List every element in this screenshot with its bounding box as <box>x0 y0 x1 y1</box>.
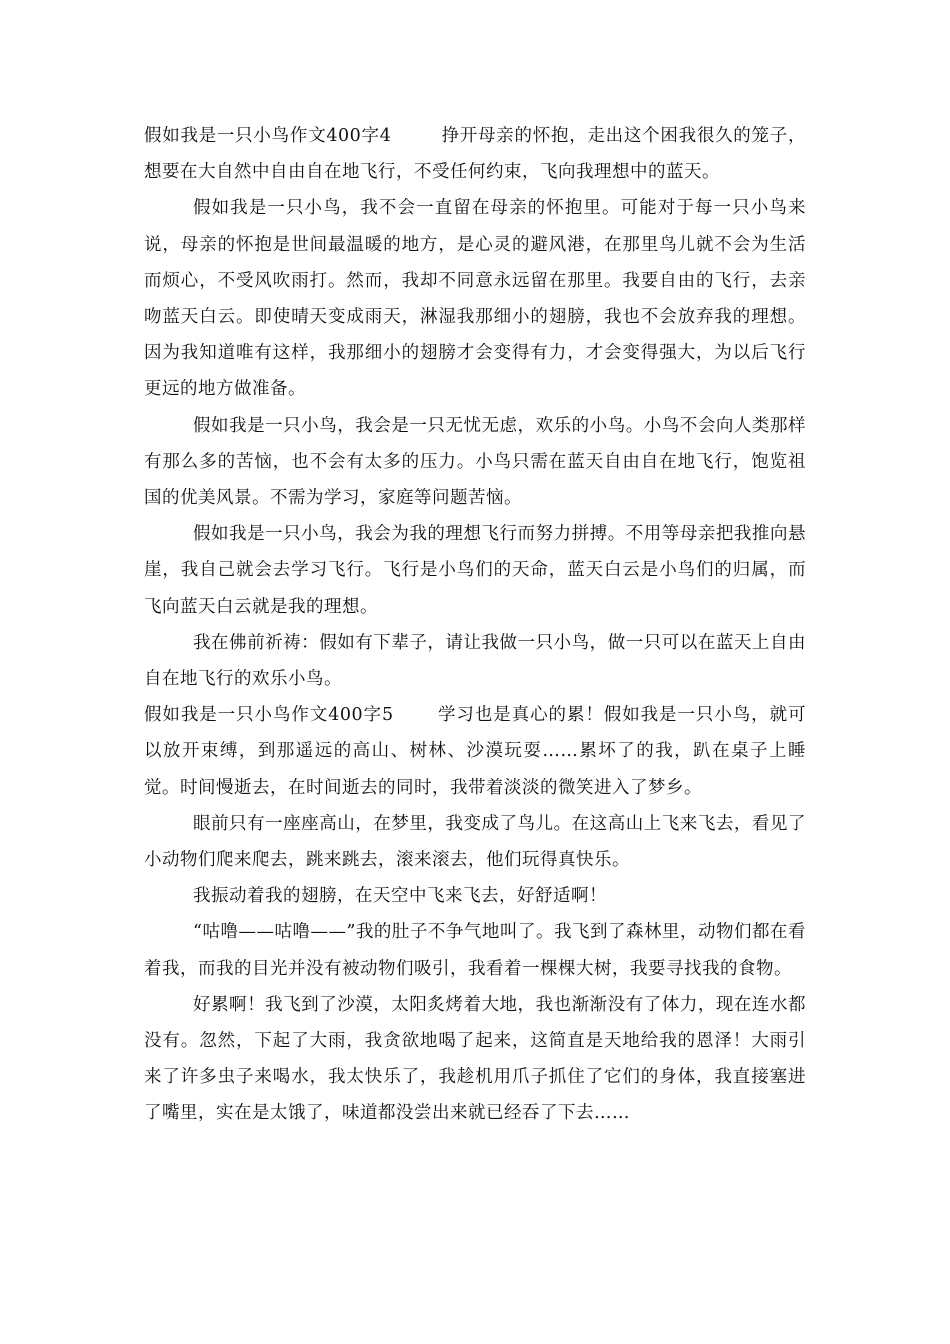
paragraph: 假如我是一只小鸟，我会是一只无忧无虑，欢乐的小鸟。小鸟不会向人类那样有那么多的苦恼，也不会有太多的压力。小鸟只需在蓝天自由自在地飞行，饱览祖国的优美风景。不需为学习，家庭等问题苦恼。 <box>144 415 806 509</box>
essay-4-heading: 假如我是一只小鸟作文400字4 <box>144 126 392 146</box>
paragraph: 眼前只有一座座高山，在梦里，我变成了鸟儿。在这高山上飞来飞去，看见了小动物们爬来爬去，跳来跳去，滚来滚去，他们玩得真快乐。 <box>144 813 806 871</box>
paragraph-text: 学习也是真心的累！假如我是一只小鸟，就可以放开束缚，到那遥远的高山、树林、沙漠玩耍……累坏了的我，趴在桌子上睡觉。时间慢逝去，在时间逝去的同时，我带着淡淡的微笑进入了梦乡。 <box>144 705 807 798</box>
paragraph: 假如我是一只小鸟，我不会一直留在母亲的怀抱里。可能对于每一只小鸟来说，母亲的怀抱是世间最温暖的地方，是心灵的避风港，在那里鸟儿就不会为生活而烦心，不受风吹雨打。然而，我却不同意永远留在那里。我要自由的飞行，去亲吻蓝天白云。即使晴天变成雨天，淋湿我那细小的翅膀，我也不会放弃我的理想。因为我知道唯有这样，我那细小的翅膀才会变得有力，才会变得强大，为以后飞行更远的地方做准备。 <box>144 198 806 400</box>
paragraph: “咕噜——咕噜——”我的肚子不争气地叫了。我飞到了森林里，动物们都在看着我，而我的目光并没有被动物们吸引，我看着一棵棵大树，我要寻找我的食物。 <box>144 922 806 979</box>
paragraph-text: 挣开母亲的怀抱，走出这个困我很久的笼子，想要在大自然中自由自在地飞行，不受任何约束，飞向我理想中的蓝天。 <box>144 126 807 183</box>
paragraph: 我振动着我的翅膀，在天空中飞来飞去，好舒适啊！ <box>193 886 607 907</box>
paragraph: 我在佛前祈祷：假如有下辈子，请让我做一只小鸟，做一只可以在蓝天上自由自在地飞行的欢乐小鸟。 <box>144 632 806 690</box>
essay-4-first-paragraph <box>144 118 806 190</box>
document-page <box>144 118 806 1132</box>
essay-5-first-paragraph <box>144 697 806 806</box>
paragraph: 好累啊！我飞到了沙漠，太阳炙烤着大地，我也渐渐没有了体力，现在连水都没有。忽然，下起了大雨，我贪欲地喝了起来，这简直是天地给我的恩泽！大雨引来了许多虫子来喝水，我太快乐了，我趁机用爪子抓住了它们的身体，我直接塞进了嘴里，实在是太饿了，味道都没尝出来就已经吞了下去…… <box>144 994 806 1124</box>
essay-5-heading: 假如我是一只小鸟作文400字5 <box>144 705 394 726</box>
paragraph: 假如我是一只小鸟，我会为我的理想飞行而努力拼搏。不用等母亲把我推向悬崖，我自己就会去学习飞行。飞行是小鸟们的天命，蓝天白云是小鸟们的归属，而飞向蓝天白云就是我的理想。 <box>144 524 806 617</box>
